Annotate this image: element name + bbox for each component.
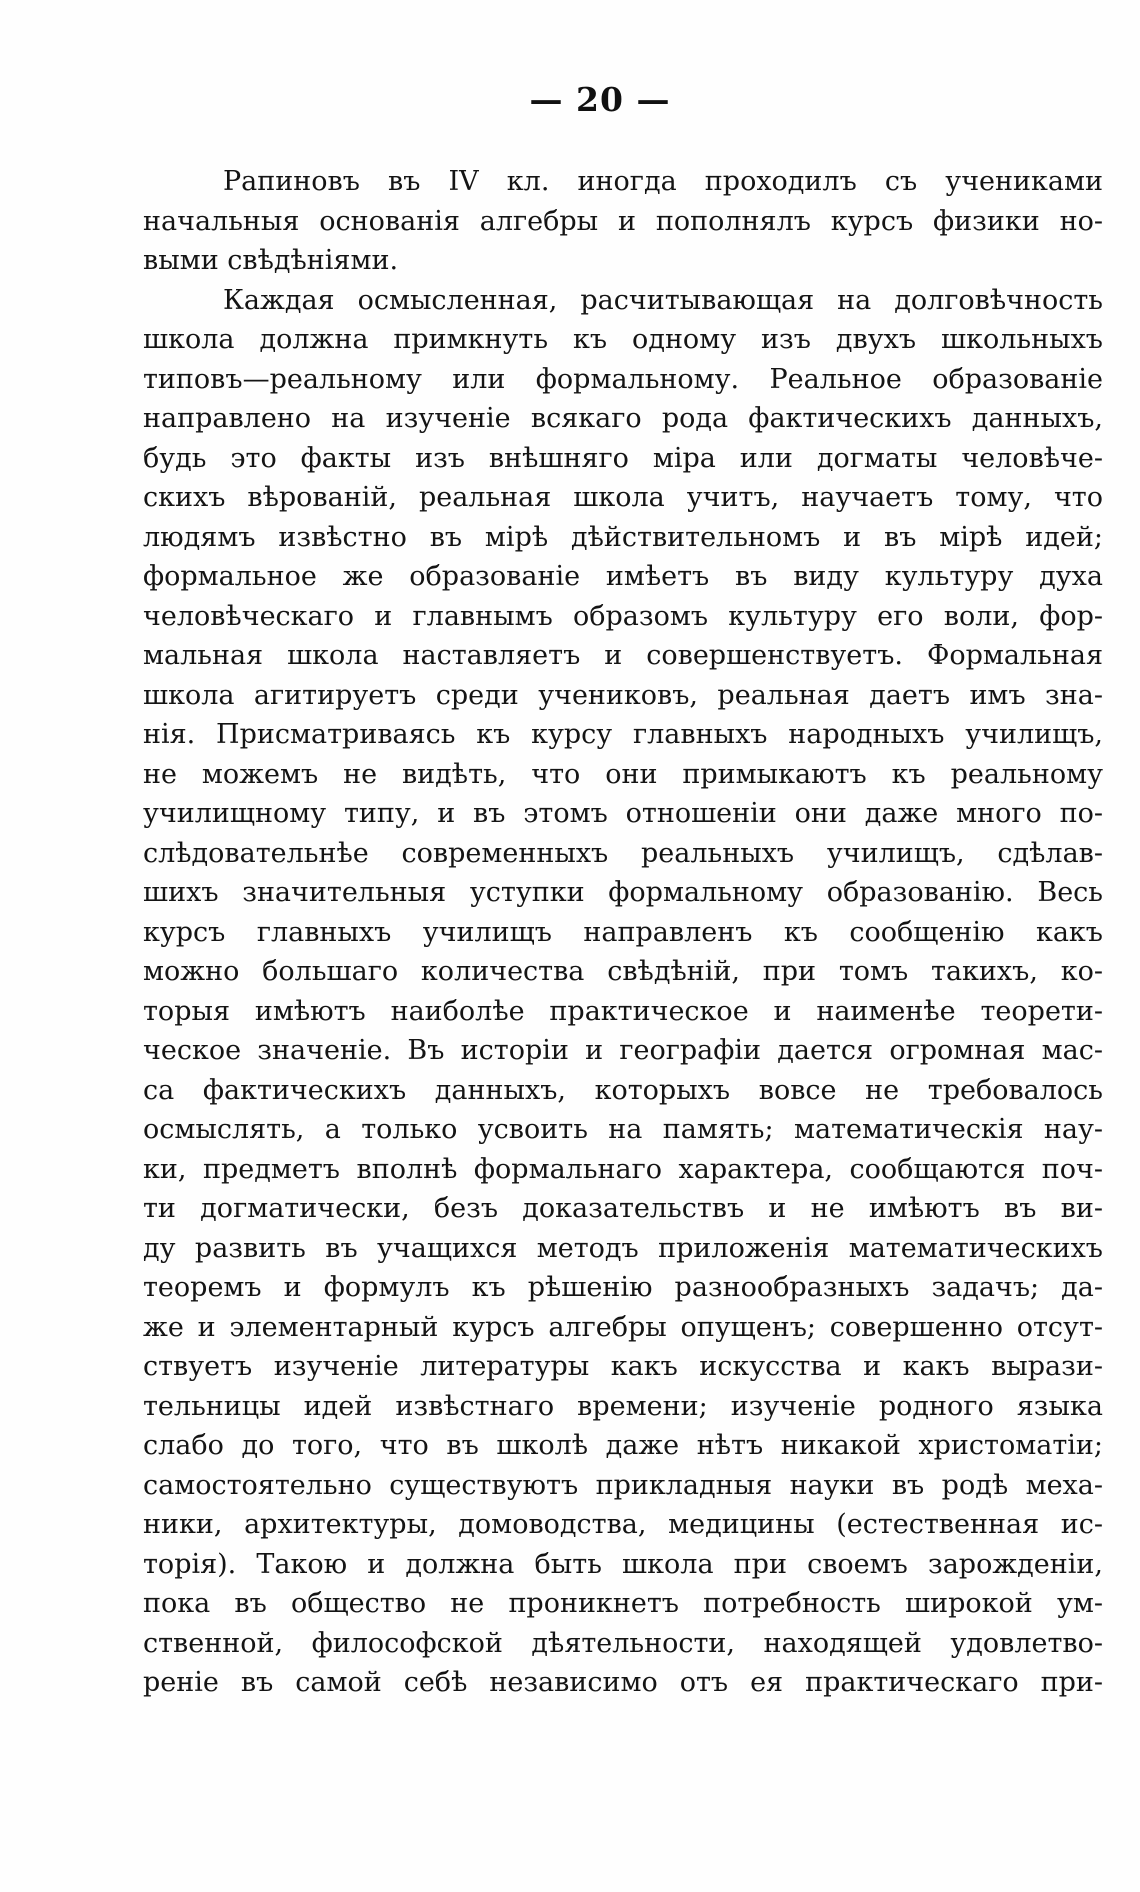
text-line: ственной, философской дѣятельности, находящей удовлетво- [143,1627,1103,1659]
text-line: скихъ вѣрованій, реальная школа учитъ, научаетъ тому, что [143,482,1103,513]
text-line: формальное же образованіе имѣетъ въ виду культуру духа [143,561,1103,592]
text-line: ческое значеніе. Въ исторіи и географіи дается огромная мас- [143,1035,1103,1066]
text-line: теоремъ и формулъ къ рѣшенію разнообразныхъ задачъ; да- [143,1272,1103,1303]
text-line: выми свѣдѣніями. [143,245,399,276]
text-line: училищному типу, и въ этомъ отношеніи они даже много по- [143,798,1103,829]
text-line: ки, предметъ вполнѣ формальнаго характера, сообщаются поч- [143,1153,1103,1185]
text-line: торія). Такою и должна быть школа при своемъ зарожденіи, [143,1548,1103,1580]
text-line: мальная школа наставляетъ и совершенствуетъ. Формальная [143,640,1103,671]
text-line: ду развить въ учащихся методъ приложенія математическихъ [143,1232,1103,1264]
text-line: ники, архитектуры, домоводства, медицины (естественная ис- [143,1509,1103,1540]
text-line: типовъ—реальному или формальному. Реальное образованіе [143,363,1103,395]
text-line: же и элементарный курсъ алгебры опущенъ; совершенно отсут- [143,1311,1103,1343]
text-line: осмыслять, а только усвоить на память; математическія нау- [143,1114,1103,1145]
body-text [143,162,1103,1703]
text-line: начальныя основанія алгебры и пополнялъ курсъ физики но- [143,205,1103,237]
text-line: реніе въ самой себѣ независимо отъ ея практическаго при- [143,1667,1103,1698]
text-line: не можемъ не видѣть, что они примыкаютъ къ реальному [143,758,1103,790]
paragraph [143,162,1103,281]
text-line: будь это факты изъ внѣшняго міра или догматы человѣче- [143,442,1103,474]
text-line: слѣдовательнѣе современныхъ реальныхъ училищъ, сдѣлав- [143,837,1103,869]
text-line: ти догматически, безъ доказательствъ и не имѣютъ въ ви- [143,1193,1103,1224]
text-line: людямъ извѣстно въ мірѣ дѣйствительномъ и въ мірѣ идей; [143,521,1103,553]
text-line: курсъ главныхъ училищъ направленъ къ сообщенію какъ [143,916,1103,948]
text-line: тельницы идей извѣстнаго времени; изученіе родного языка [143,1390,1103,1422]
text-line: ствуетъ изученіе литературы какъ искусства и какъ вырази- [143,1351,1103,1382]
text-line: Каждая осмысленная, расчитывающая на долговѣчность [223,284,1103,316]
text-line: можно большаго количества свѣдѣній, при томъ такихъ, ко- [143,956,1103,987]
text-line: школа агитируетъ среди учениковъ, реальная даетъ имъ зна- [143,679,1103,711]
text-line: школа должна примкнуть къ одному изъ двухъ школьныхъ [143,324,1103,355]
page-number: — 20 — [529,80,671,119]
text-line: пока въ общество не проникнетъ потребность широкой ум- [143,1588,1103,1619]
paragraph [143,281,1103,1703]
text-line: самостоятельно существуютъ прикладныя науки въ родѣ меха- [143,1469,1103,1501]
text-line: человѣческаго и главнымъ образомъ культуру его воли, фор- [143,600,1103,632]
text-line: слабо до того, что въ школѣ даже нѣтъ никакой христоматіи; [143,1430,1103,1461]
text-line: са фактическихъ данныхъ, которыхъ вовсе не требовалось [143,1074,1103,1106]
text-line: шихъ значительныя уступки формальному образованію. Весь [143,877,1103,908]
text-line: Рапиновъ въ IV кл. иногда проходилъ съ учениками [223,166,1103,197]
text-line: торыя имѣютъ наиболѣе практическое и наименѣе теорети- [143,995,1103,1027]
text-line: направлено на изученіе всякаго рода фактическихъ данныхъ, [143,403,1103,434]
text-line: нія. Присматриваясь къ курсу главныхъ народныхъ училищъ, [143,719,1103,750]
